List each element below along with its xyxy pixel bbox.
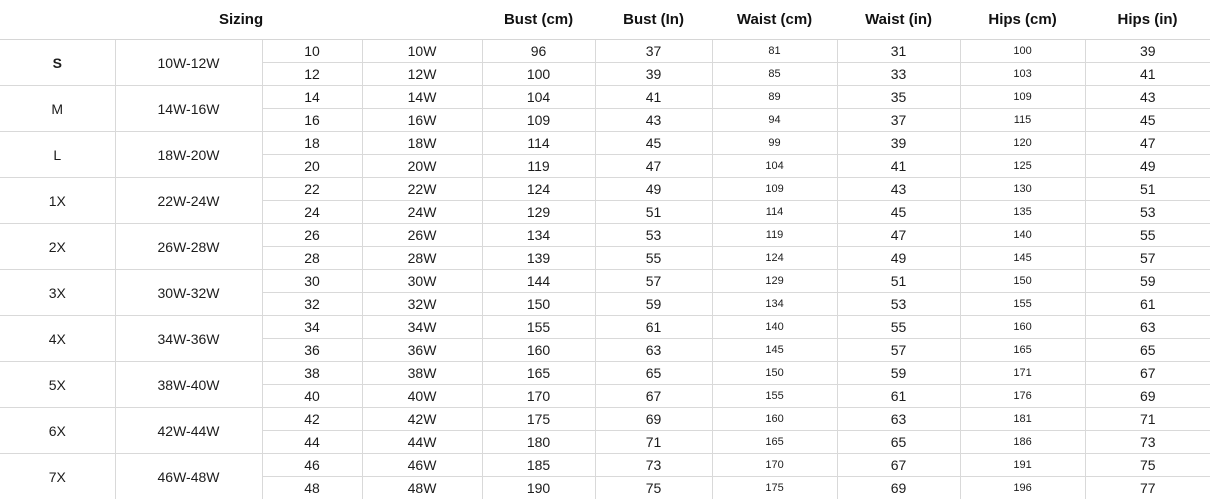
cell-w: 40W bbox=[362, 385, 482, 408]
cell-hips-cm: 171 bbox=[960, 362, 1085, 385]
cell-waist-in: 51 bbox=[837, 270, 960, 293]
cell-bust-in: 73 bbox=[595, 454, 712, 477]
cell-hips-cm: 145 bbox=[960, 247, 1085, 270]
cell-hips-cm: 176 bbox=[960, 385, 1085, 408]
cell-bust-in: 53 bbox=[595, 224, 712, 247]
cell-hips-in: 59 bbox=[1085, 270, 1210, 293]
table-row bbox=[0, 178, 1210, 201]
header-hips-cm: Hips (cm) bbox=[960, 0, 1085, 40]
cell-bust-cm: 119 bbox=[482, 155, 595, 178]
cell-w: 38W bbox=[362, 362, 482, 385]
cell-w: 10W bbox=[362, 40, 482, 63]
cell-waist-in: 35 bbox=[837, 86, 960, 109]
cell-hips-in: 45 bbox=[1085, 109, 1210, 132]
size-range-label: 38W-40W bbox=[115, 362, 262, 408]
cell-bust-cm: 134 bbox=[482, 224, 595, 247]
table-row bbox=[0, 86, 1210, 109]
header-bust-in: Bust (In) bbox=[595, 0, 712, 40]
cell-waist-in: 59 bbox=[837, 362, 960, 385]
table-row bbox=[0, 408, 1210, 431]
cell-hips-in: 71 bbox=[1085, 408, 1210, 431]
cell-bust-in: 63 bbox=[595, 339, 712, 362]
cell-w: 36W bbox=[362, 339, 482, 362]
cell-num: 22 bbox=[262, 178, 362, 201]
size-label: 6X bbox=[0, 408, 115, 454]
cell-waist-cm: 124 bbox=[712, 247, 837, 270]
cell-waist-cm: 134 bbox=[712, 293, 837, 316]
cell-hips-in: 75 bbox=[1085, 454, 1210, 477]
cell-hips-in: 65 bbox=[1085, 339, 1210, 362]
size-range-label: 26W-28W bbox=[115, 224, 262, 270]
cell-bust-in: 37 bbox=[595, 40, 712, 63]
cell-hips-cm: 155 bbox=[960, 293, 1085, 316]
cell-hips-in: 39 bbox=[1085, 40, 1210, 63]
cell-hips-cm: 191 bbox=[960, 454, 1085, 477]
cell-num: 48 bbox=[262, 477, 362, 499]
cell-waist-in: 57 bbox=[837, 339, 960, 362]
cell-bust-cm: 100 bbox=[482, 63, 595, 86]
cell-num: 38 bbox=[262, 362, 362, 385]
cell-num: 46 bbox=[262, 454, 362, 477]
cell-num: 26 bbox=[262, 224, 362, 247]
cell-waist-in: 47 bbox=[837, 224, 960, 247]
cell-hips-in: 57 bbox=[1085, 247, 1210, 270]
cell-num: 12 bbox=[262, 63, 362, 86]
cell-bust-cm: 190 bbox=[482, 477, 595, 499]
cell-w: 44W bbox=[362, 431, 482, 454]
cell-bust-in: 43 bbox=[595, 109, 712, 132]
cell-w: 32W bbox=[362, 293, 482, 316]
cell-waist-cm: 165 bbox=[712, 431, 837, 454]
cell-hips-in: 43 bbox=[1085, 86, 1210, 109]
size-range-label: 10W-12W bbox=[115, 40, 262, 86]
cell-hips-cm: 150 bbox=[960, 270, 1085, 293]
table-row bbox=[0, 270, 1210, 293]
cell-bust-cm: 114 bbox=[482, 132, 595, 155]
cell-hips-in: 47 bbox=[1085, 132, 1210, 155]
cell-hips-cm: 140 bbox=[960, 224, 1085, 247]
cell-hips-cm: 130 bbox=[960, 178, 1085, 201]
cell-w: 46W bbox=[362, 454, 482, 477]
size-label: 2X bbox=[0, 224, 115, 270]
cell-w: 12W bbox=[362, 63, 482, 86]
cell-waist-cm: 104 bbox=[712, 155, 837, 178]
size-range-label: 18W-20W bbox=[115, 132, 262, 178]
cell-waist-in: 53 bbox=[837, 293, 960, 316]
cell-bust-cm: 180 bbox=[482, 431, 595, 454]
cell-bust-in: 45 bbox=[595, 132, 712, 155]
cell-hips-in: 77 bbox=[1085, 477, 1210, 499]
cell-hips-in: 55 bbox=[1085, 224, 1210, 247]
size-range-label: 14W-16W bbox=[115, 86, 262, 132]
size-label: 7X bbox=[0, 454, 115, 499]
cell-hips-in: 61 bbox=[1085, 293, 1210, 316]
cell-hips-cm: 109 bbox=[960, 86, 1085, 109]
cell-bust-in: 71 bbox=[595, 431, 712, 454]
size-range-label: 30W-32W bbox=[115, 270, 262, 316]
cell-waist-cm: 119 bbox=[712, 224, 837, 247]
cell-num: 20 bbox=[262, 155, 362, 178]
cell-w: 34W bbox=[362, 316, 482, 339]
cell-bust-in: 51 bbox=[595, 201, 712, 224]
cell-waist-cm: 109 bbox=[712, 178, 837, 201]
cell-waist-in: 41 bbox=[837, 155, 960, 178]
header-waist-in: Waist (in) bbox=[837, 0, 960, 40]
cell-hips-in: 63 bbox=[1085, 316, 1210, 339]
cell-waist-in: 49 bbox=[837, 247, 960, 270]
cell-waist-in: 61 bbox=[837, 385, 960, 408]
cell-w: 30W bbox=[362, 270, 482, 293]
cell-bust-in: 61 bbox=[595, 316, 712, 339]
cell-waist-in: 63 bbox=[837, 408, 960, 431]
cell-hips-in: 41 bbox=[1085, 63, 1210, 86]
cell-waist-in: 43 bbox=[837, 178, 960, 201]
table-row bbox=[0, 132, 1210, 155]
cell-waist-cm: 160 bbox=[712, 408, 837, 431]
cell-hips-cm: 165 bbox=[960, 339, 1085, 362]
cell-waist-in: 31 bbox=[837, 40, 960, 63]
cell-num: 36 bbox=[262, 339, 362, 362]
cell-w: 48W bbox=[362, 477, 482, 499]
table-row bbox=[0, 224, 1210, 247]
size-label: L bbox=[0, 132, 115, 178]
cell-bust-in: 39 bbox=[595, 63, 712, 86]
cell-waist-cm: 150 bbox=[712, 362, 837, 385]
size-label: 3X bbox=[0, 270, 115, 316]
cell-bust-cm: 144 bbox=[482, 270, 595, 293]
cell-waist-cm: 175 bbox=[712, 477, 837, 499]
cell-bust-cm: 165 bbox=[482, 362, 595, 385]
cell-waist-in: 69 bbox=[837, 477, 960, 499]
cell-hips-in: 73 bbox=[1085, 431, 1210, 454]
cell-bust-cm: 160 bbox=[482, 339, 595, 362]
table-row bbox=[0, 362, 1210, 385]
cell-hips-cm: 100 bbox=[960, 40, 1085, 63]
header-waist-cm: Waist (cm) bbox=[712, 0, 837, 40]
cell-hips-cm: 125 bbox=[960, 155, 1085, 178]
cell-num: 32 bbox=[262, 293, 362, 316]
cell-bust-cm: 124 bbox=[482, 178, 595, 201]
cell-hips-cm: 103 bbox=[960, 63, 1085, 86]
cell-w: 42W bbox=[362, 408, 482, 431]
cell-bust-cm: 104 bbox=[482, 86, 595, 109]
table-body bbox=[0, 40, 1210, 499]
header-bust-cm: Bust (cm) bbox=[482, 0, 595, 40]
cell-waist-cm: 81 bbox=[712, 40, 837, 63]
cell-waist-cm: 94 bbox=[712, 109, 837, 132]
cell-w: 18W bbox=[362, 132, 482, 155]
cell-bust-cm: 185 bbox=[482, 454, 595, 477]
size-label: 4X bbox=[0, 316, 115, 362]
cell-bust-in: 67 bbox=[595, 385, 712, 408]
cell-waist-in: 45 bbox=[837, 201, 960, 224]
cell-num: 30 bbox=[262, 270, 362, 293]
cell-w: 28W bbox=[362, 247, 482, 270]
cell-w: 26W bbox=[362, 224, 482, 247]
cell-num: 34 bbox=[262, 316, 362, 339]
table-header bbox=[0, 0, 1210, 40]
cell-num: 42 bbox=[262, 408, 362, 431]
cell-waist-cm: 170 bbox=[712, 454, 837, 477]
size-range-label: 46W-48W bbox=[115, 454, 262, 499]
cell-waist-in: 37 bbox=[837, 109, 960, 132]
cell-w: 22W bbox=[362, 178, 482, 201]
cell-hips-cm: 160 bbox=[960, 316, 1085, 339]
cell-hips-cm: 181 bbox=[960, 408, 1085, 431]
cell-waist-in: 55 bbox=[837, 316, 960, 339]
cell-hips-cm: 186 bbox=[960, 431, 1085, 454]
size-label: S bbox=[0, 40, 115, 86]
cell-num: 10 bbox=[262, 40, 362, 63]
cell-num: 16 bbox=[262, 109, 362, 132]
cell-waist-in: 33 bbox=[837, 63, 960, 86]
cell-num: 28 bbox=[262, 247, 362, 270]
cell-w: 14W bbox=[362, 86, 482, 109]
cell-bust-in: 75 bbox=[595, 477, 712, 499]
size-label: M bbox=[0, 86, 115, 132]
cell-hips-cm: 135 bbox=[960, 201, 1085, 224]
cell-hips-in: 53 bbox=[1085, 201, 1210, 224]
cell-waist-in: 39 bbox=[837, 132, 960, 155]
cell-num: 44 bbox=[262, 431, 362, 454]
cell-bust-in: 65 bbox=[595, 362, 712, 385]
cell-w: 24W bbox=[362, 201, 482, 224]
cell-bust-cm: 139 bbox=[482, 247, 595, 270]
cell-waist-cm: 99 bbox=[712, 132, 837, 155]
cell-hips-in: 69 bbox=[1085, 385, 1210, 408]
cell-w: 16W bbox=[362, 109, 482, 132]
header-hips-in: Hips (in) bbox=[1085, 0, 1210, 40]
cell-waist-in: 67 bbox=[837, 454, 960, 477]
header-sizing: Sizing bbox=[0, 0, 482, 40]
cell-waist-cm: 89 bbox=[712, 86, 837, 109]
cell-bust-cm: 129 bbox=[482, 201, 595, 224]
cell-bust-in: 47 bbox=[595, 155, 712, 178]
cell-bust-in: 49 bbox=[595, 178, 712, 201]
size-range-label: 22W-24W bbox=[115, 178, 262, 224]
cell-num: 14 bbox=[262, 86, 362, 109]
table-row bbox=[0, 40, 1210, 63]
cell-hips-in: 51 bbox=[1085, 178, 1210, 201]
cell-waist-in: 65 bbox=[837, 431, 960, 454]
cell-hips-cm: 120 bbox=[960, 132, 1085, 155]
cell-bust-in: 59 bbox=[595, 293, 712, 316]
cell-bust-cm: 109 bbox=[482, 109, 595, 132]
cell-num: 18 bbox=[262, 132, 362, 155]
cell-waist-cm: 129 bbox=[712, 270, 837, 293]
size-label: 5X bbox=[0, 362, 115, 408]
cell-bust-in: 55 bbox=[595, 247, 712, 270]
cell-bust-cm: 150 bbox=[482, 293, 595, 316]
cell-waist-cm: 145 bbox=[712, 339, 837, 362]
table-row bbox=[0, 454, 1210, 477]
cell-w: 20W bbox=[362, 155, 482, 178]
cell-bust-in: 69 bbox=[595, 408, 712, 431]
cell-num: 24 bbox=[262, 201, 362, 224]
cell-waist-cm: 114 bbox=[712, 201, 837, 224]
cell-hips-cm: 196 bbox=[960, 477, 1085, 499]
table-row bbox=[0, 316, 1210, 339]
cell-bust-in: 41 bbox=[595, 86, 712, 109]
size-label: 1X bbox=[0, 178, 115, 224]
cell-bust-cm: 155 bbox=[482, 316, 595, 339]
cell-hips-in: 67 bbox=[1085, 362, 1210, 385]
header-row bbox=[0, 0, 1210, 40]
cell-waist-cm: 155 bbox=[712, 385, 837, 408]
cell-bust-in: 57 bbox=[595, 270, 712, 293]
size-range-label: 42W-44W bbox=[115, 408, 262, 454]
cell-hips-cm: 115 bbox=[960, 109, 1085, 132]
cell-num: 40 bbox=[262, 385, 362, 408]
size-range-label: 34W-36W bbox=[115, 316, 262, 362]
cell-hips-in: 49 bbox=[1085, 155, 1210, 178]
cell-waist-cm: 140 bbox=[712, 316, 837, 339]
cell-bust-cm: 175 bbox=[482, 408, 595, 431]
cell-waist-cm: 85 bbox=[712, 63, 837, 86]
cell-bust-cm: 170 bbox=[482, 385, 595, 408]
cell-bust-cm: 96 bbox=[482, 40, 595, 63]
